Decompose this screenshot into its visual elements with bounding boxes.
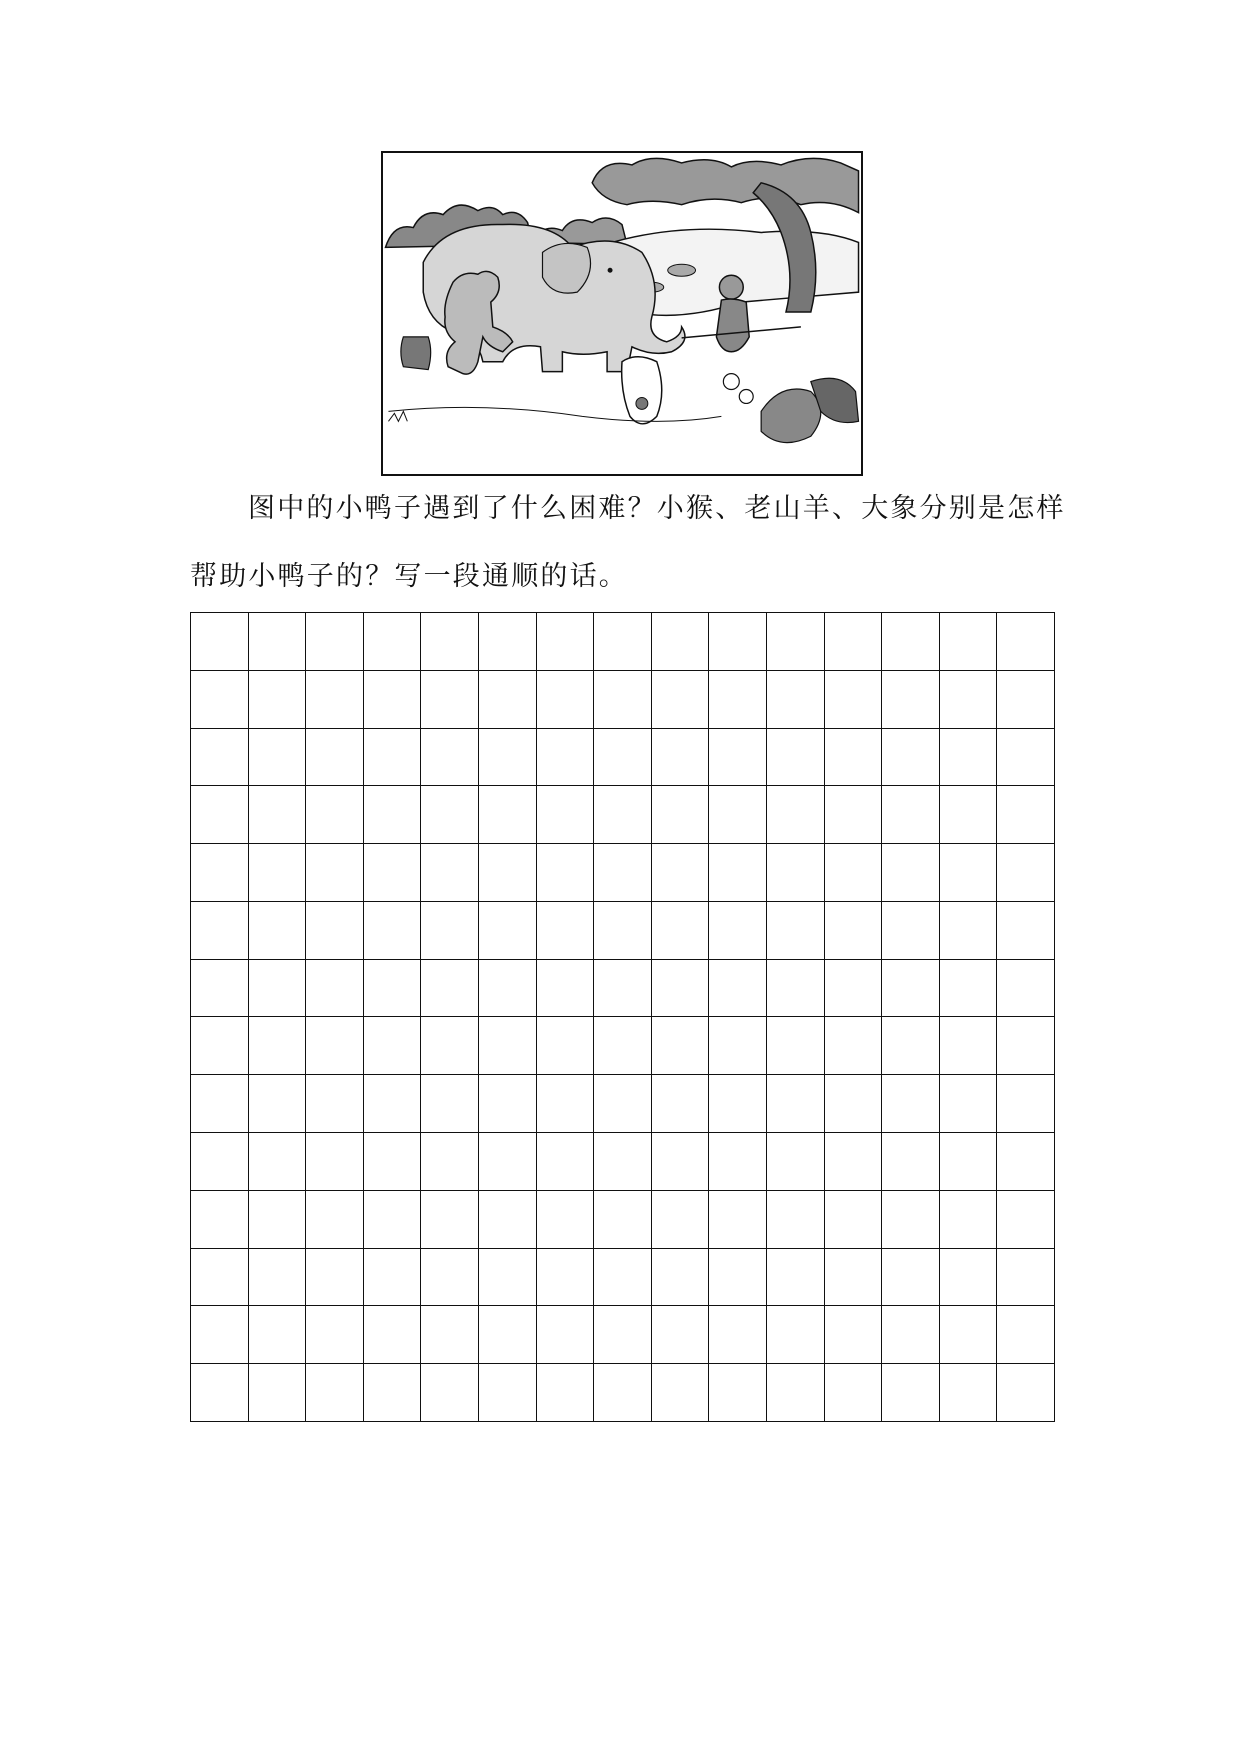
grid-cell[interactable] (421, 1075, 479, 1133)
grid-cell[interactable] (940, 902, 998, 960)
grid-cell[interactable] (364, 1017, 422, 1075)
grid-cell[interactable] (537, 1075, 595, 1133)
grid-cell[interactable] (191, 671, 249, 729)
grid-cell[interactable] (940, 729, 998, 787)
grid-cell[interactable] (997, 613, 1055, 671)
grid-cell[interactable] (537, 1191, 595, 1249)
grid-cell[interactable] (652, 1364, 710, 1422)
grid-cell[interactable] (537, 613, 595, 671)
story-scene-icon (383, 153, 861, 474)
grid-cell[interactable] (537, 1306, 595, 1364)
grid-cell[interactable] (709, 1191, 767, 1249)
grid-cell[interactable] (421, 786, 479, 844)
grid-cell[interactable] (479, 1191, 537, 1249)
grid-cell[interactable] (940, 786, 998, 844)
grid-cell[interactable] (364, 671, 422, 729)
grid-cell[interactable] (537, 671, 595, 729)
grid-cell[interactable] (249, 786, 307, 844)
grid-cell[interactable] (537, 844, 595, 902)
leaf-icon (761, 389, 821, 443)
grid-cell[interactable] (364, 1191, 422, 1249)
grid-cell[interactable] (940, 1133, 998, 1191)
grid-cell[interactable] (479, 1249, 537, 1307)
grid-cell[interactable] (767, 613, 825, 671)
grid-cell[interactable] (997, 1133, 1055, 1191)
grid-cell[interactable] (537, 729, 595, 787)
grid-cell[interactable] (364, 1364, 422, 1422)
grid-cell[interactable] (882, 729, 940, 787)
grid-cell[interactable] (191, 729, 249, 787)
grid-cell[interactable] (997, 729, 1055, 787)
grid-cell[interactable] (709, 844, 767, 902)
grid-cell[interactable] (882, 1075, 940, 1133)
grid-cell[interactable] (652, 960, 710, 1018)
grid-cell[interactable] (249, 671, 307, 729)
grid-cell[interactable] (652, 1191, 710, 1249)
grid-cell[interactable] (767, 729, 825, 787)
grid-cell[interactable] (537, 1364, 595, 1422)
grid-cell[interactable] (652, 1306, 710, 1364)
grid-cell[interactable] (191, 1075, 249, 1133)
grid-cell[interactable] (882, 1364, 940, 1422)
grid-cell[interactable] (709, 1017, 767, 1075)
grid-cell[interactable] (479, 960, 537, 1018)
grid-cell[interactable] (191, 960, 249, 1018)
grid-cell[interactable] (249, 844, 307, 902)
grid-cell[interactable] (191, 902, 249, 960)
grid-cell[interactable] (364, 1249, 422, 1307)
grid-cell[interactable] (594, 1364, 652, 1422)
grid-cell[interactable] (249, 1249, 307, 1307)
grid-cell[interactable] (191, 1191, 249, 1249)
grid-cell[interactable] (767, 1364, 825, 1422)
grid-cell[interactable] (767, 1306, 825, 1364)
grid-cell[interactable] (997, 1017, 1055, 1075)
grid-cell[interactable] (537, 1249, 595, 1307)
grid-cell[interactable] (825, 1133, 883, 1191)
grid-cell[interactable] (825, 1364, 883, 1422)
grid-cell[interactable] (767, 844, 825, 902)
grid-cell[interactable] (364, 902, 422, 960)
grid-cell[interactable] (652, 902, 710, 960)
grid-cell[interactable] (997, 1075, 1055, 1133)
grid-cell[interactable] (997, 1191, 1055, 1249)
grid-cell[interactable] (767, 1249, 825, 1307)
grid-cell[interactable] (652, 844, 710, 902)
grid-cell[interactable] (767, 1191, 825, 1249)
grid-cell[interactable] (421, 1017, 479, 1075)
grid-cell[interactable] (940, 1364, 998, 1422)
grid-cell[interactable] (825, 613, 883, 671)
grid-cell[interactable] (997, 1249, 1055, 1307)
prompt-text-line-2: 帮助小鸭子的？写一段通顺的话。 (190, 561, 628, 592)
grid-cell[interactable] (421, 1191, 479, 1249)
grid-cell[interactable] (537, 902, 595, 960)
grid-cell[interactable] (767, 1017, 825, 1075)
grid-cell[interactable] (882, 960, 940, 1018)
grid-cell[interactable] (652, 671, 710, 729)
grid-cell[interactable] (479, 1364, 537, 1422)
grid-cell[interactable] (882, 844, 940, 902)
grid-cell[interactable] (306, 1075, 364, 1133)
grid-cell[interactable] (249, 1191, 307, 1249)
grid-cell[interactable] (421, 1364, 479, 1422)
grid-cell[interactable] (249, 1133, 307, 1191)
grid-cell[interactable] (421, 902, 479, 960)
hole-icon (622, 357, 662, 424)
grid-cell[interactable] (306, 960, 364, 1018)
grid-cell[interactable] (709, 786, 767, 844)
grid-cell[interactable] (882, 1249, 940, 1307)
story-illustration (381, 151, 863, 476)
grid-cell[interactable] (191, 844, 249, 902)
grid-cell[interactable] (940, 671, 998, 729)
grid-cell[interactable] (825, 1017, 883, 1075)
grid-cell[interactable] (537, 786, 595, 844)
grid-cell[interactable] (537, 960, 595, 1018)
grid-cell[interactable] (306, 1249, 364, 1307)
grid-cell[interactable] (652, 786, 710, 844)
grid-cell[interactable] (767, 1075, 825, 1133)
grid-cell[interactable] (306, 1191, 364, 1249)
grid-cell[interactable] (940, 1249, 998, 1307)
grid-cell[interactable] (421, 613, 479, 671)
grid-cell[interactable] (594, 613, 652, 671)
grid-cell[interactable] (882, 902, 940, 960)
grid-cell[interactable] (479, 902, 537, 960)
grid-cell[interactable] (479, 1133, 537, 1191)
grid-cell[interactable] (882, 1306, 940, 1364)
grid-cell[interactable] (652, 1017, 710, 1075)
grid-cell[interactable] (249, 1075, 307, 1133)
grid-cell[interactable] (709, 902, 767, 960)
grid-cell[interactable] (594, 844, 652, 902)
grid-cell[interactable] (767, 902, 825, 960)
grid-cell[interactable] (306, 1017, 364, 1075)
grid-cell[interactable] (709, 1306, 767, 1364)
grid-cell[interactable] (709, 1249, 767, 1307)
grid-cell[interactable] (421, 1306, 479, 1364)
grid-cell[interactable] (306, 786, 364, 844)
grid-cell[interactable] (191, 786, 249, 844)
grid-cell[interactable] (479, 1017, 537, 1075)
grid-cell[interactable] (709, 671, 767, 729)
grid-cell[interactable] (709, 1133, 767, 1191)
grid-cell[interactable] (306, 671, 364, 729)
grid-cell[interactable] (594, 1133, 652, 1191)
grid-cell[interactable] (249, 1364, 307, 1422)
writing-grid[interactable] (190, 612, 1055, 1422)
grid-cell[interactable] (537, 1017, 595, 1075)
grid-cell[interactable] (479, 671, 537, 729)
grid-cell[interactable] (191, 1017, 249, 1075)
tree-canopy-icon (592, 158, 858, 212)
grid-cell[interactable] (825, 1306, 883, 1364)
grid-cell[interactable] (249, 1306, 307, 1364)
grid-cell[interactable] (537, 1133, 595, 1191)
grid-cell[interactable] (364, 844, 422, 902)
grid-cell[interactable] (249, 729, 307, 787)
grid-cell[interactable] (652, 1249, 710, 1307)
grid-cell[interactable] (997, 902, 1055, 960)
grid-cell[interactable] (364, 1075, 422, 1133)
grid-cell[interactable] (249, 902, 307, 960)
grid-cell[interactable] (421, 671, 479, 729)
grid-cell[interactable] (997, 844, 1055, 902)
grid-cell[interactable] (882, 671, 940, 729)
grid-cell[interactable] (825, 902, 883, 960)
grid-cell[interactable] (709, 729, 767, 787)
grid-cell[interactable] (709, 960, 767, 1018)
grid-cell[interactable] (191, 613, 249, 671)
grid-cell[interactable] (882, 786, 940, 844)
grid-cell[interactable] (479, 1306, 537, 1364)
grid-cell[interactable] (249, 960, 307, 1018)
grid-cell[interactable] (652, 613, 710, 671)
bucket-icon (401, 337, 431, 370)
grid-cell[interactable] (882, 1017, 940, 1075)
grid-cell[interactable] (940, 960, 998, 1018)
grid-cell[interactable] (997, 960, 1055, 1018)
prompt-text-line-1: 图中的小鸭子遇到了什么困难？小猴、老山羊、大象分别是怎样 (248, 493, 1066, 524)
grid-cell[interactable] (940, 1306, 998, 1364)
grid-cell[interactable] (767, 960, 825, 1018)
grid-cell[interactable] (364, 1133, 422, 1191)
grid-cell[interactable] (594, 671, 652, 729)
grid-cell[interactable] (882, 1133, 940, 1191)
grid-cell[interactable] (825, 671, 883, 729)
grid-cell[interactable] (364, 729, 422, 787)
grid-cell[interactable] (652, 1075, 710, 1133)
grid-cell[interactable] (479, 786, 537, 844)
grid-cell[interactable] (479, 729, 537, 787)
grid-cell[interactable] (479, 844, 537, 902)
grid-cell[interactable] (594, 1249, 652, 1307)
grid-cell[interactable] (421, 960, 479, 1018)
flower-icon (723, 374, 739, 390)
grid-cell[interactable] (364, 786, 422, 844)
grid-cell[interactable] (421, 1249, 479, 1307)
grid-cell[interactable] (594, 1306, 652, 1364)
grid-cell[interactable] (825, 960, 883, 1018)
grid-cell[interactable] (767, 786, 825, 844)
grid-cell[interactable] (940, 1075, 998, 1133)
grid-cell[interactable] (652, 1133, 710, 1191)
grid-cell[interactable] (364, 613, 422, 671)
grid-cell[interactable] (825, 844, 883, 902)
grid-cell[interactable] (594, 786, 652, 844)
grid-cell[interactable] (652, 729, 710, 787)
grid-cell[interactable] (306, 613, 364, 671)
grid-cell[interactable] (882, 613, 940, 671)
grid-cell[interactable] (594, 729, 652, 787)
grid-cell[interactable] (306, 1306, 364, 1364)
grid-cell[interactable] (882, 1191, 940, 1249)
grid-cell[interactable] (421, 844, 479, 902)
grid-cell[interactable] (825, 729, 883, 787)
grid-cell[interactable] (306, 844, 364, 902)
grid-cell[interactable] (709, 1075, 767, 1133)
grid-cell[interactable] (479, 613, 537, 671)
grid-cell[interactable] (997, 1364, 1055, 1422)
grid-cell[interactable] (306, 1364, 364, 1422)
grid-cell[interactable] (191, 1364, 249, 1422)
grid-cell[interactable] (364, 960, 422, 1018)
grid-cell[interactable] (594, 1191, 652, 1249)
grid-cell[interactable] (825, 1075, 883, 1133)
grid-cell[interactable] (594, 960, 652, 1018)
grid-cell[interactable] (940, 844, 998, 902)
grid-cell[interactable] (594, 902, 652, 960)
duck-icon (636, 397, 648, 409)
grid-cell[interactable] (825, 786, 883, 844)
grid-cell[interactable] (421, 1133, 479, 1191)
grid-cell[interactable] (306, 1133, 364, 1191)
grid-cell[interactable] (421, 729, 479, 787)
grid-cell[interactable] (825, 1191, 883, 1249)
grid-cell[interactable] (940, 1191, 998, 1249)
grid-cell[interactable] (825, 1249, 883, 1307)
grid-cell[interactable] (191, 1306, 249, 1364)
grid-cell[interactable] (997, 1306, 1055, 1364)
grid-cell[interactable] (249, 1017, 307, 1075)
grid-cell[interactable] (709, 613, 767, 671)
grid-cell[interactable] (191, 1249, 249, 1307)
grid-cell[interactable] (997, 671, 1055, 729)
monkey-icon (719, 275, 743, 299)
grid-cell[interactable] (997, 786, 1055, 844)
grid-cell[interactable] (709, 1364, 767, 1422)
grid-cell[interactable] (594, 1017, 652, 1075)
grid-cell[interactable] (249, 613, 307, 671)
grid-cell[interactable] (940, 1017, 998, 1075)
grid-cell[interactable] (767, 671, 825, 729)
grid-cell[interactable] (767, 1133, 825, 1191)
grid-cell[interactable] (306, 902, 364, 960)
grid-cell[interactable] (306, 729, 364, 787)
grid-cell[interactable] (594, 1075, 652, 1133)
grid-cell[interactable] (479, 1075, 537, 1133)
grid-cell[interactable] (364, 1306, 422, 1364)
grid-cell[interactable] (940, 613, 998, 671)
grid-cell[interactable] (191, 1133, 249, 1191)
